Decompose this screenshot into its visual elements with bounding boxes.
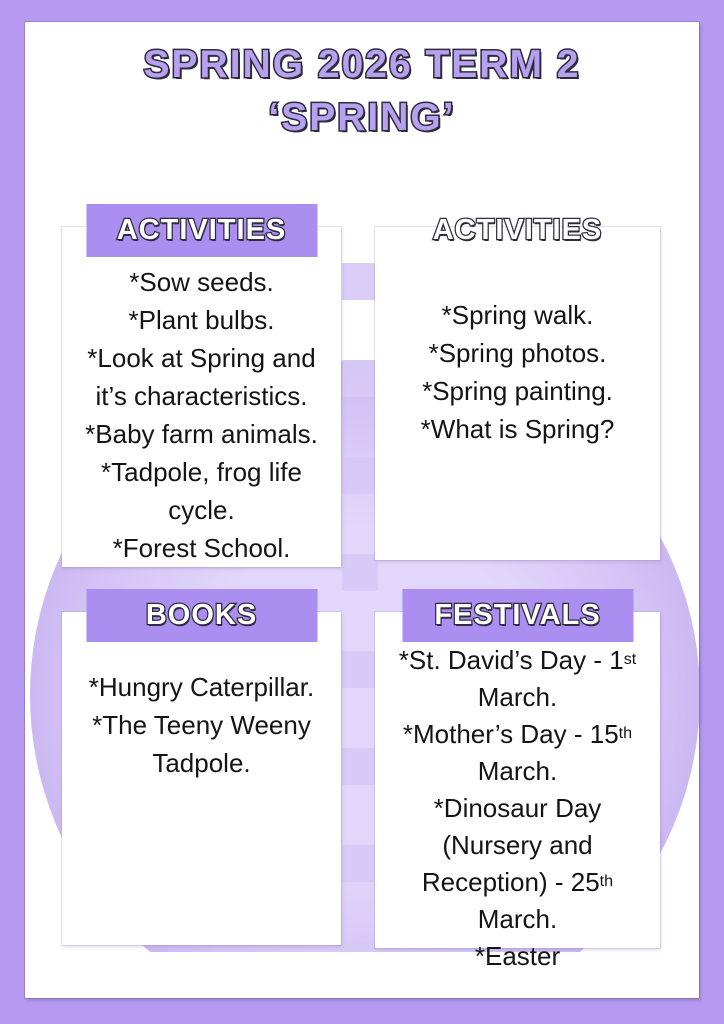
ordinal-suffix: th [599, 872, 614, 890]
festivals-header-label: FESTIVALS [434, 599, 601, 631]
activities-left-list [62, 227, 341, 567]
page-inner [25, 22, 699, 998]
list-item: *The Teeny Weeny Tadpole. [92, 710, 311, 778]
activities-right-list [375, 227, 660, 448]
list-item: *Baby farm animals. [85, 419, 318, 449]
page-title-line2: ‘SPRING’ [268, 96, 456, 139]
page-title [25, 38, 699, 144]
books-header [86, 589, 317, 642]
list-item: *Dinosaur Day (Nursery and Reception) - 25th March. [421, 793, 614, 934]
festivals-list [375, 612, 660, 975]
background-checker-strip [342, 263, 378, 952]
festivals-header [402, 589, 633, 642]
activities-left-header [86, 204, 317, 257]
ordinal-suffix: st [623, 650, 637, 668]
list-item: *Mother’s Day - 15th March. [402, 719, 633, 786]
ordinal-suffix: th [618, 724, 633, 742]
activities-right-header [402, 204, 633, 257]
books-card [62, 599, 341, 945]
list-item: *Sow seeds. [129, 267, 274, 297]
activities-left-card [62, 214, 341, 567]
list-item: *Easter [474, 941, 561, 971]
activities-right-card [375, 214, 660, 560]
list-item: *Spring painting. [422, 376, 613, 406]
list-item: *Look at Spring and it’s characteristics. [87, 343, 316, 411]
activities-right-header-label: ACTIVITIES [432, 214, 603, 246]
list-item: *Tadpole, frog life cycle. [101, 457, 302, 525]
list-item: *Spring photos. [428, 338, 607, 368]
list-item: *Forest School. [112, 533, 291, 563]
page-title-line1: SPRING 2026 TERM 2 [143, 43, 581, 86]
list-item: *Plant bulbs. [128, 305, 275, 335]
list-item: *Hungry Caterpillar. [88, 672, 315, 702]
list-item: *St. David’s Day - 1st March. [398, 645, 637, 712]
list-item: *Spring walk. [441, 300, 594, 330]
list-item: *What is Spring? [420, 414, 615, 444]
activities-left-header-label: ACTIVITIES [116, 214, 287, 246]
books-header-label: BOOKS [145, 599, 258, 631]
festivals-card [375, 599, 660, 971]
